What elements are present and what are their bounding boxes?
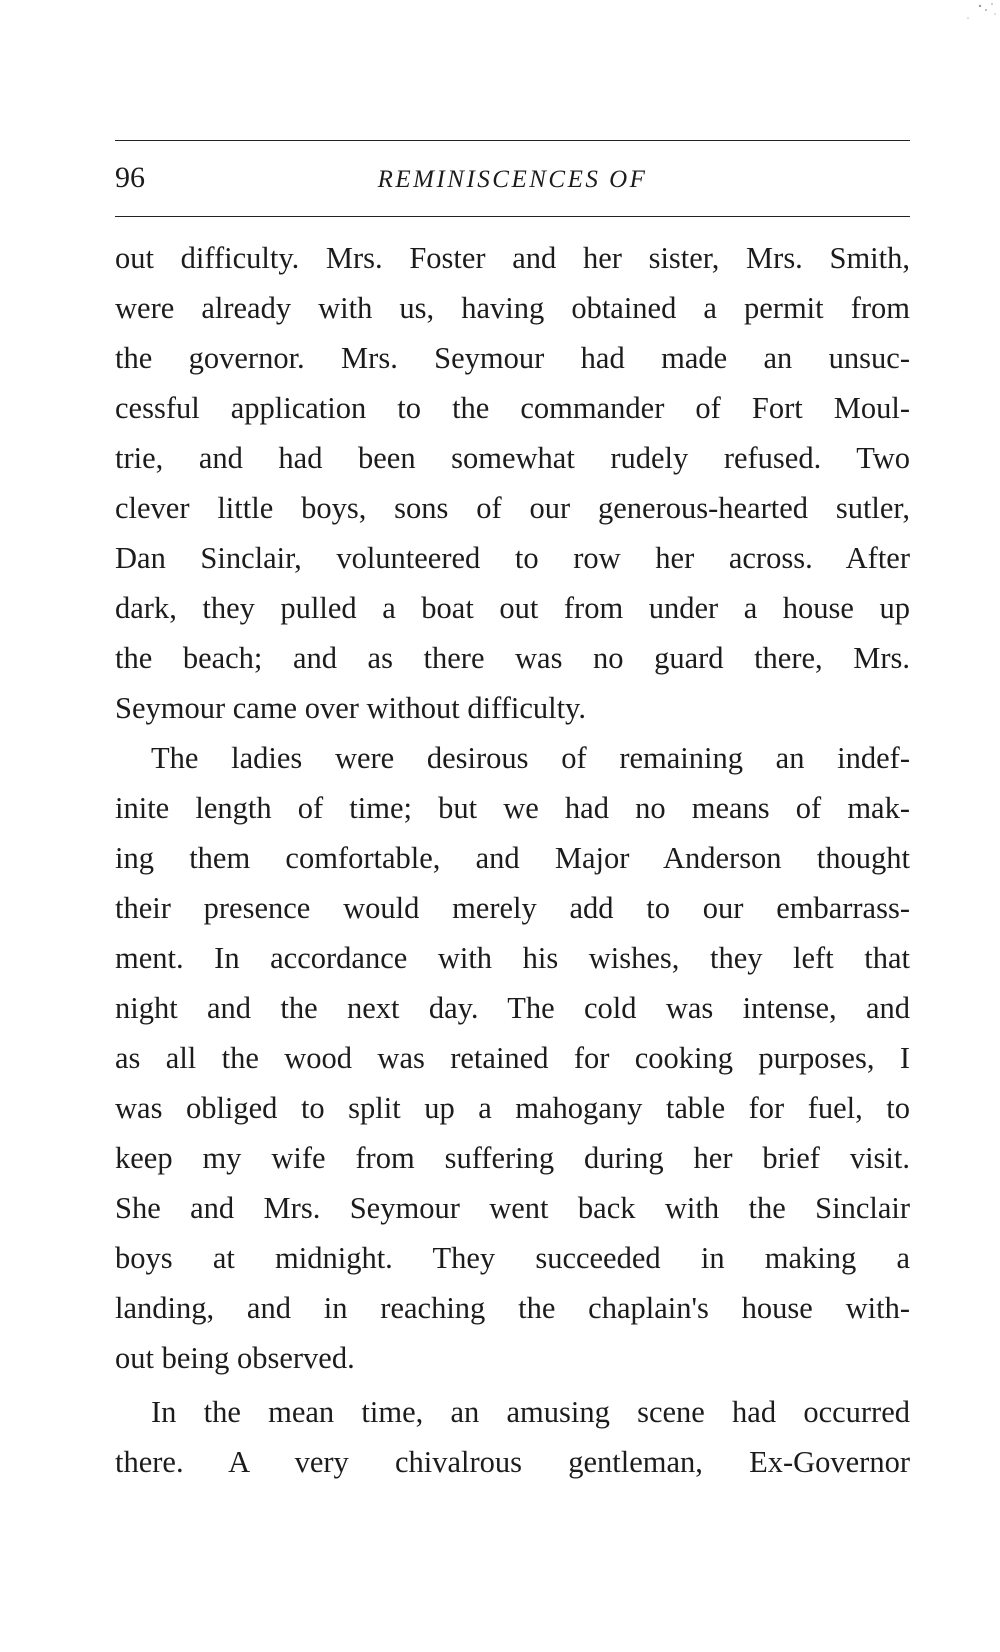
text-line: night and the next day. The cold was intense, and: [115, 991, 910, 1025]
text-line: were already with us, having obtained a permit from: [115, 291, 910, 325]
text-line: Dan Sinclair, volunteered to row her across. After: [115, 541, 910, 575]
text-line: boys at midnight. They succeeded in making a: [115, 1241, 910, 1275]
text-line: as all the wood was retained for cooking purposes, I: [115, 1041, 910, 1075]
text-line: clever little boys, sons of our generous-hearted sutler,: [115, 491, 910, 525]
text-line: keep my wife from suffering during her brief visit.: [115, 1141, 910, 1175]
text-line: The ladies were desirous of remaining an indef-: [151, 741, 910, 775]
text-line: inite length of time; but we had no means of mak-: [115, 791, 910, 825]
paragraph-3: [115, 1387, 910, 1487]
paragraph-1: [115, 233, 910, 733]
text-line: She and Mrs. Seymour went back with the Sinclair: [115, 1191, 910, 1225]
text-line: trie, and had been somewhat rudely refused. Two: [115, 441, 910, 475]
paper-specks: [920, 0, 1000, 40]
header-top-rule: [115, 140, 910, 141]
text-line: the governor. Mrs. Seymour had made an unsuc-: [115, 341, 910, 375]
text-line: there. A very chivalrous gentleman, Ex-Governor: [115, 1445, 910, 1479]
text-line: Seymour came over without difficulty.: [115, 691, 586, 725]
text-line: cessful application to the commander of Fort Moul-: [115, 391, 910, 425]
page-number: 96: [115, 161, 145, 194]
text-line: dark, they pulled a boat out from under a house up: [115, 591, 910, 625]
text-line: out difficulty. Mrs. Foster and her sister, Mrs. Smith,: [115, 241, 910, 275]
header-bottom-rule: [115, 216, 910, 217]
text-line: ing them comfortable, and Major Anderson thought: [115, 841, 910, 875]
text-line: out being observed.: [115, 1341, 355, 1375]
text-line: their presence would merely add to our embarrass-: [115, 891, 910, 925]
text-line: was obliged to split up a mahogany table for fuel, to: [115, 1091, 910, 1125]
paragraph-2: [115, 733, 910, 1383]
text-line: the beach; and as there was no guard there, Mrs.: [115, 641, 910, 675]
running-title: REMINISCENCES OF: [377, 166, 648, 193]
body-text: [115, 233, 910, 1487]
text-line: landing, and in reaching the chaplain's house with-: [115, 1291, 910, 1325]
text-line: ment. In accordance with his wishes, they left that: [115, 941, 910, 975]
text-line: In the mean time, an amusing scene had occurred: [151, 1395, 910, 1429]
